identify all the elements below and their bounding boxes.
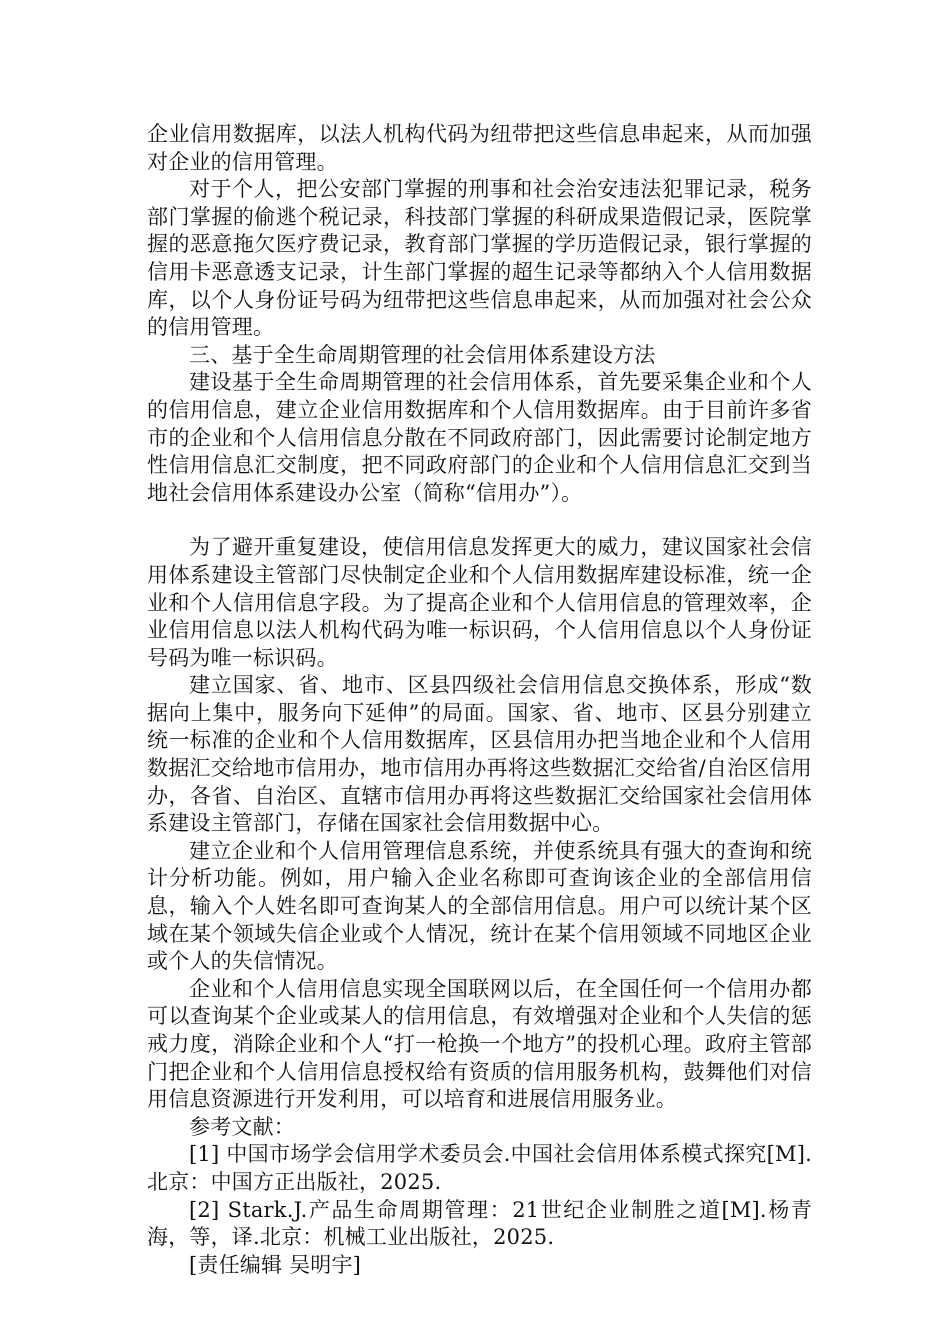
section-heading: 三、基于全生命周期管理的社会信用体系建设方法 <box>189 342 656 367</box>
reference-item: [2] Stark.J.产品生命周期管理：21世纪企业制胜之道[M].杨青海，等，译.北京：机械工业出版社，2025. <box>147 1197 812 1250</box>
body-paragraph: 建立国家、省、地市、区县四级社会信用信息交换体系，形成“数据向上集中，服务向下延伸”的局面。国家、省、地市、区县分别建立统一标准的企业和个人信用数据库，区县信用办把当地企业和个人信用数据汇交给地市信用办，地市信用办再将这些数据汇交给省/自治区信用办，各省、自治区、直辖市信用办再将这些数据汇交给国家社会信用体系建设主管部门，存储在国家社会信用数据中心。 <box>147 673 812 836</box>
reference-item: [1] 中国市场学会信用学术委员会.中国社会信用体系模式探究[M].北京：中国方正出版社，2025. <box>147 1142 812 1194</box>
body-paragraph: 企业和个人信用信息实现全国联网以后，在全国任何一个信用办都可以查询某个企业或某人的信用信息，有效增强对企业和个人失信的惩戒力度，消除企业和个人“打一枪换一个地方”的投机心理。政府主管部门把企业和个人信用信息授权给有资质的信用服务机构，鼓舞他们对信用信息资源进行开发利用，可以培育和进展信用服务业。 <box>147 976 812 1112</box>
editor-note: [责任编辑 吴明宇] <box>189 1252 362 1277</box>
document-body <box>147 121 812 1279</box>
body-paragraph: 企业信用数据库，以法人机构代码为纽带把这些信息串起来，从而加强对企业的信用管理。 <box>147 122 812 174</box>
body-paragraph: 建设基于全生命周期管理的社会信用体系，首先要采集企业和个人的信用信息，建立企业信用数据库和个人信用数据库。由于目前许多省市的企业和个人信用信息分散在不同政府部门，因此需要讨论制定地方性信用信息汇交制度，把不同政府部门的企业和个人信用信息汇交到当地社会信用体系建设办公室（简称“信用办”）。 <box>147 370 812 505</box>
body-paragraph: 建立企业和个人信用管理信息系统，并使系统具有强大的查询和统计分析功能。例如，用户输入企业名称即可查询该企业的全部信用信息，输入个人姓名即可查询某人的全部信用信息。用户可以统计某个区域在某个领域失信企业或个人情况，统计在某个信用领域不同地区企业或个人的失信情况。 <box>147 838 812 974</box>
references-heading: 参考文献： <box>189 1114 295 1139</box>
body-paragraph: 对于个人，把公安部门掌握的刑事和社会治安违法犯罪记录，税务部门掌握的偷逃个税记录，科技部门掌握的科研成果造假记录，医院掌握的恶意拖欠医疗费记录，教育部门掌握的学历造假记录，银行掌握的信用卡恶意透支记录，计生部门掌握的超生记录等都纳入个人信用数据库，以个人身份证号码为纽带把这些信息串起来，从而加强对社会公众的信用管理。 <box>147 177 812 340</box>
body-paragraph: 为了避开重复建设，使信用信息发挥更大的威力，建议国家社会信用体系建设主管部门尽快制定企业和个人信用数据库建设标准，统一企业和个人信用信息字段。为了提高企业和个人信用信息的管理效率，企业信用信息以法人机构代码为唯一标识码，个人信用信息以个人身份证号码为唯一标识码。 <box>147 535 812 670</box>
